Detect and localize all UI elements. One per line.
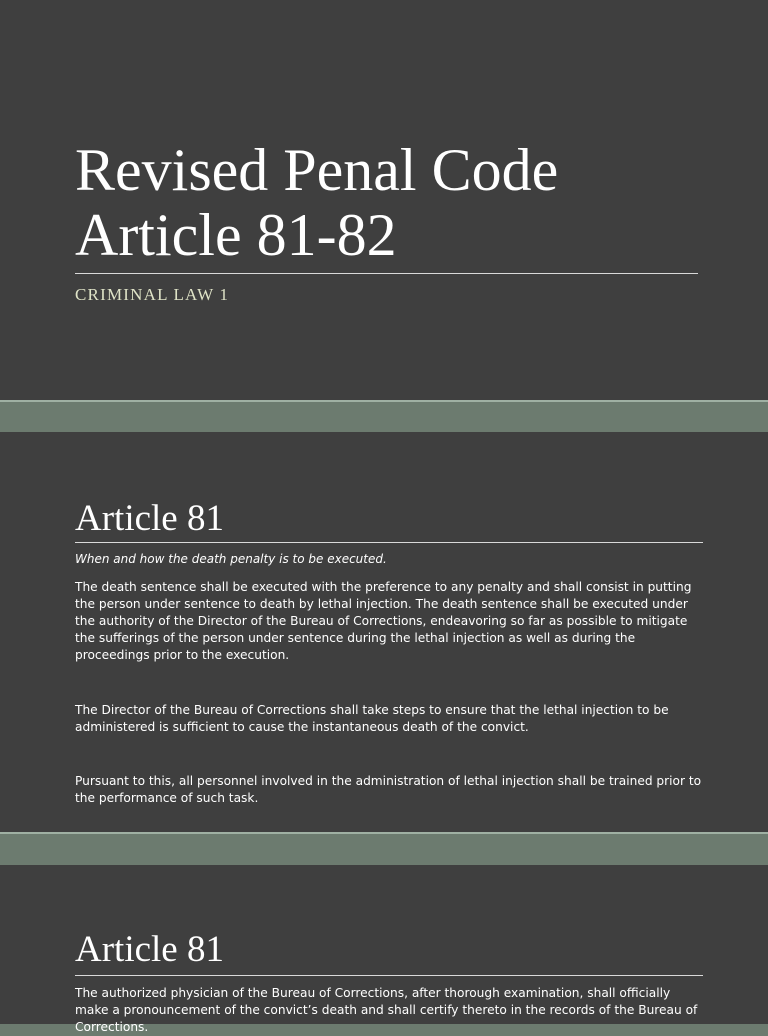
title-line-1: Revised Penal Code xyxy=(75,137,559,203)
heading-divider xyxy=(75,542,703,543)
presentation-title xyxy=(75,138,715,268)
title-line-2: Article 81-82 xyxy=(75,202,397,268)
article-paragraph-1: The death sentence shall be executed with the preference to any penalty and shall consist in putting the person under sentence to death by lethal injection. The death sentence shall be executed under the authority of the Director of the Bureau of Corrections, endeavoring so far as possible to mitigate the sufferings of the person under sentence during the lethal injection as well as during the proceedings prior to the execution. xyxy=(75,580,692,662)
article-paragraph-3: Pursuant to this, all personnel involved in the administration of lethal injection shall be trained prior to the performance of such task. xyxy=(75,774,702,805)
title-divider xyxy=(75,273,698,274)
presentation-subtitle: CRIMINAL LAW 1 xyxy=(75,285,230,304)
article-heading: Article 81 xyxy=(75,929,224,970)
slide-article-81 xyxy=(0,432,768,832)
article-heading: Article 81 xyxy=(75,498,224,539)
separator-highlight xyxy=(0,400,768,402)
article-caption: When and how the death penalty is to be executed. xyxy=(75,552,387,566)
article-paragraph: The authorized physician of the Bureau of Corrections, after thorough examination, shall officially make a pronouncement of the convict’s death and shall certify thereto in the records of the Bureau of Corrections. xyxy=(75,986,698,1034)
slide-article-81-continued xyxy=(0,865,768,1034)
article-paragraph-2: The Director of the Bureau of Corrections shall take steps to ensure that the lethal injection to be administered is sufficient to cause the instantaneous death of the convict. xyxy=(75,703,669,734)
slide-title xyxy=(0,0,768,400)
heading-divider xyxy=(75,975,703,976)
separator-highlight xyxy=(0,832,768,834)
